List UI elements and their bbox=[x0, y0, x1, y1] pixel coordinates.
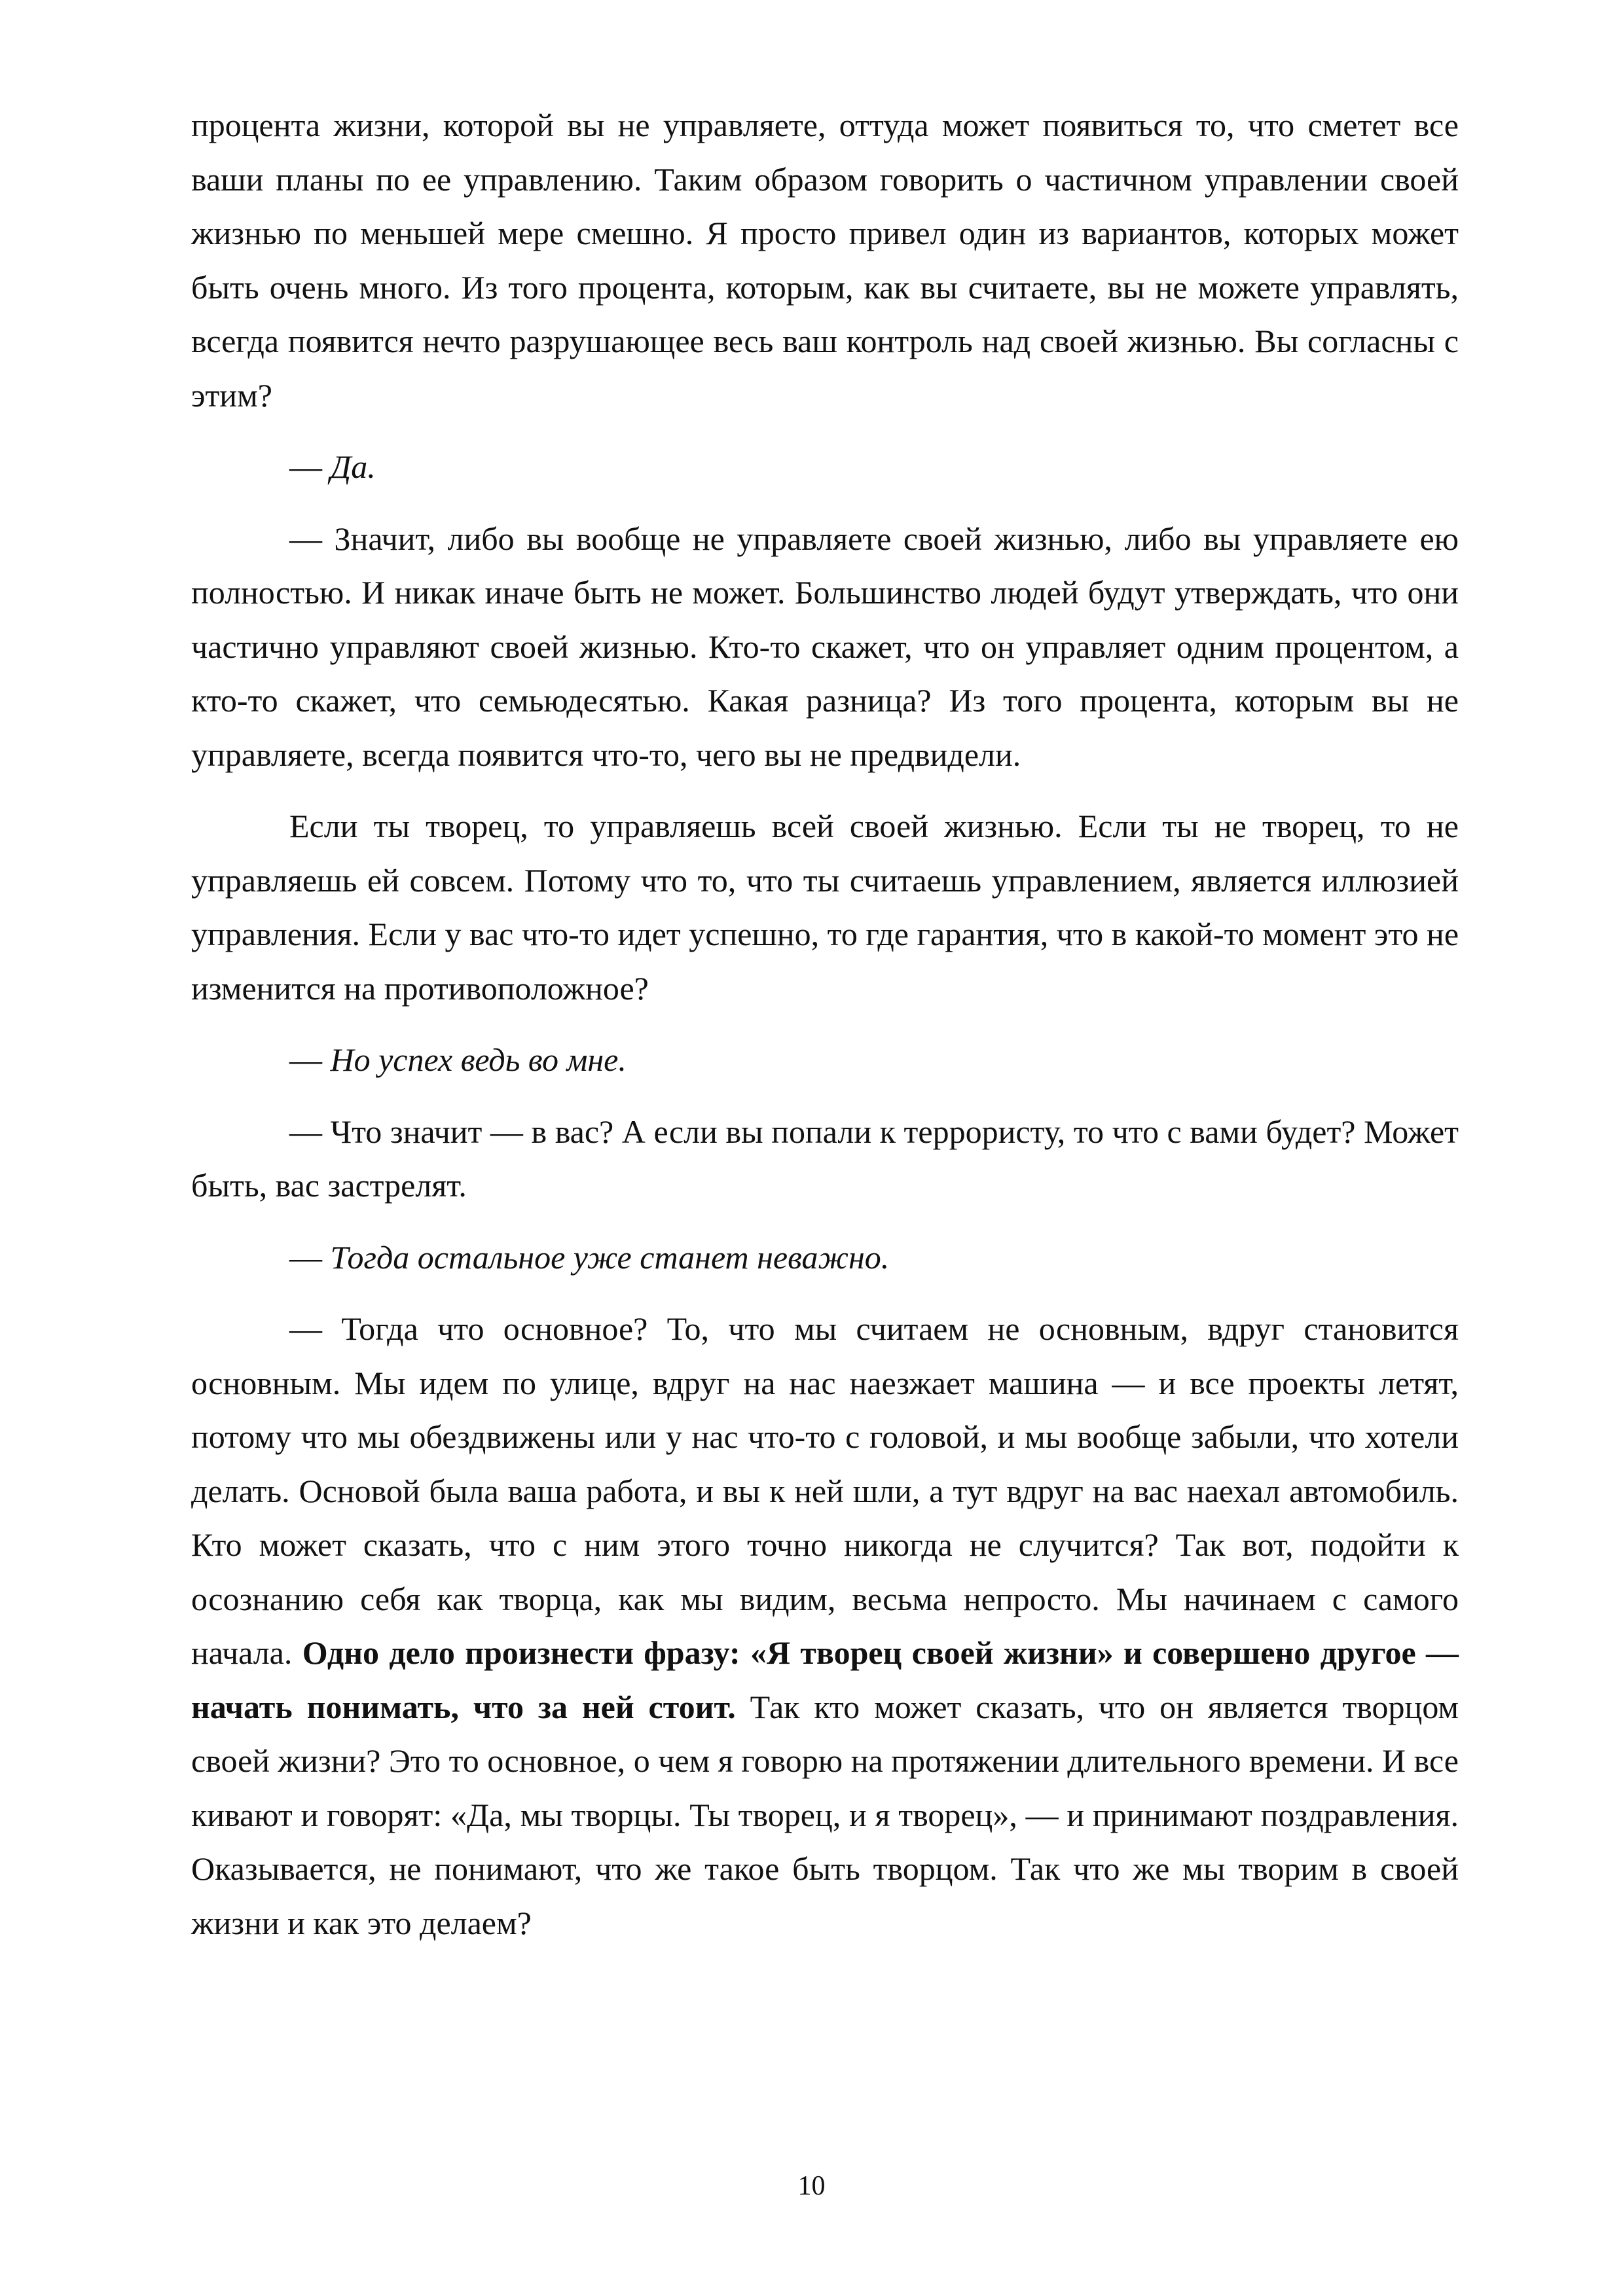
page-number: 10 bbox=[797, 2171, 826, 2201]
reply-dash: — bbox=[289, 1041, 331, 1078]
reply-uspekh bbox=[191, 1033, 1459, 1087]
reply-text: Да. bbox=[330, 448, 376, 485]
reply-da bbox=[191, 440, 1459, 494]
reply-text: Но успех ведь во мне. bbox=[330, 1041, 627, 1078]
reply-dash: — bbox=[289, 1238, 331, 1276]
reply-togda-ostalnoe bbox=[191, 1230, 1459, 1285]
reply-text: Тогда остальное уже станет неважно. bbox=[330, 1238, 890, 1276]
bold-emphasis: Одно дело произнести фразу: «Я творец своей жизни» и совершено другое — начать понимать, что за ней стоит. bbox=[191, 1634, 1459, 1725]
paragraph-text-before: — Тогда что основное? То, что мы считаем не основным, вдруг становится основным. Мы идем по улице, вдруг на нас наезжает машина — и все проекты летят, потому что мы обездвижены или у нас что-то с головой, и мы вообще забыли, что хотели делать. Основой была ваша работа, и вы к ней шли, а тут вдруг на вас наехал автомобиль. Кто может сказать, что с ним этого точно никогда не случится? Так вот, подойти к осознанию себя как творца, как мы видим, весьма непросто. Мы начинаем с самого начала. bbox=[191, 1310, 1459, 1671]
paragraph-esli-ty-tvorets: Если ты творец, то управляешь всей своей жизнью. Если ты не творец, то не управляешь ей совсем. Потому что то, что ты считаешь управлением, является иллюзией управления. Если у вас что-то идет успешно, то где гарантия, что в какой-то момент это не изменится на противоположное? bbox=[191, 808, 1459, 1007]
paragraph-text-after: Так кто может сказать, что он является творцом своей жизни? Это то основное, о чем я говорю на протяжении длительного времени. И все кивают и говорят: «Да, мы творцы. Ты творец, и я творец», — и принимают поздравления. Оказывается, не понимают, что же такое быть творцом. Так что же мы творим в своей жизни и как это делаем? bbox=[191, 1688, 1459, 1941]
paragraph-znachit: — Значит, либо вы вообще не управляете своей жизнью, либо вы управляете ею полностью. И никак иначе быть не может. Большинство людей будут утверждать, что они частично управляют своей жизнью. Кто-то скажет, что он управляет одним процентом, а кто-то скажет, что семьюдесятью. Какая разница? Из того процента, которым вы не управляете, всегда появится что-то, чего вы не предвидели. bbox=[191, 520, 1459, 773]
page-body bbox=[191, 98, 1459, 1967]
paragraph-chto-znachit: — Что значит — в вас? А если вы попали к террористу, то что с вами будет? Может быть, вас застрелят. bbox=[191, 1113, 1459, 1204]
paragraph-togda-chto-osnovnoe bbox=[191, 1302, 1459, 1950]
reply-dash: — bbox=[289, 448, 331, 485]
paragraph-1: процента жизни, которой вы не управляете, оттуда может появиться то, что сметет все ваши планы по ее управлению. Таким образом говорить о частичном управлении своей жизнью по меньшей мере смешно. Я просто привел один из вариантов, которых может быть очень много. Из того процента, которым, как вы считаете, вы не можете управлять, всегда появится нечто разрушающее весь ваш контроль над своей жизнью. Вы согласны с этим? bbox=[191, 107, 1459, 414]
